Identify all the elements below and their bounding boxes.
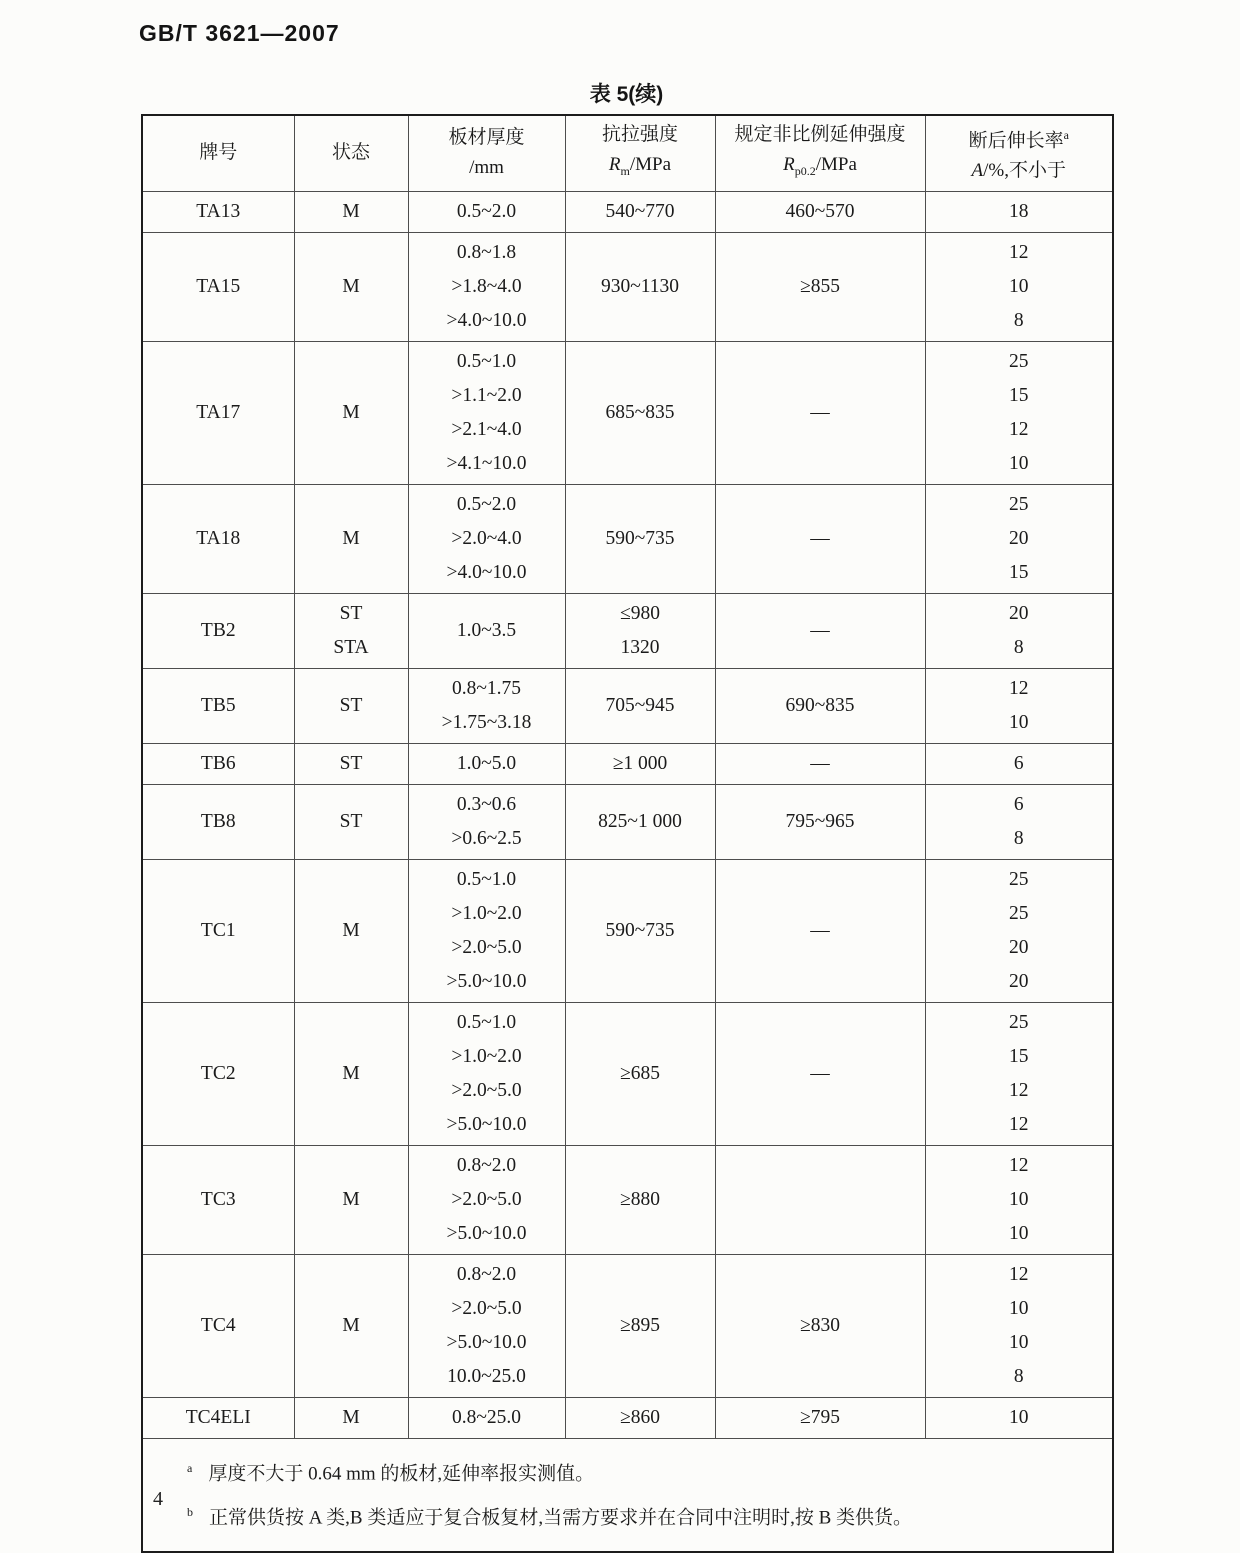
cell-tensile-strength <box>565 668 715 743</box>
cell-line: >1.8~4.0 <box>451 275 522 297</box>
cell-line: M <box>342 200 360 222</box>
cell-line: >4.1~10.0 <box>446 452 527 474</box>
cell-tensile-strength <box>565 1254 715 1397</box>
cell-state <box>294 1254 408 1397</box>
cell-line: TB8 <box>200 810 236 832</box>
cell-line: ≥855 <box>800 275 840 297</box>
cell-tensile-strength <box>565 1145 715 1254</box>
cell-grade <box>142 191 294 232</box>
cell-line: 0.5~1.0 <box>456 350 517 372</box>
table-row <box>142 1397 1113 1438</box>
cell-line: 10 <box>1009 1222 1029 1244</box>
cell-line: 460~570 <box>785 200 855 222</box>
footnote-marker-b: b <box>187 1504 193 1519</box>
footnote-a <box>187 1449 1092 1493</box>
table-row <box>142 341 1113 484</box>
footnote-row <box>142 1438 1113 1552</box>
cell-line: 0.8~25.0 <box>451 1406 522 1428</box>
cell-line: >4.0~10.0 <box>446 309 527 331</box>
cell-line: >1.0~2.0 <box>451 902 522 924</box>
cell-line: M <box>342 401 360 423</box>
header-label: 断后伸长率 <box>968 130 1064 152</box>
cell-line: 8 <box>1013 1365 1024 1387</box>
cell-line: TB5 <box>200 694 236 716</box>
cell-grade <box>142 859 294 1002</box>
cell-grade <box>142 1145 294 1254</box>
table-row <box>142 484 1113 593</box>
col-header-state <box>294 115 408 191</box>
cell-line: 20 <box>1009 602 1029 624</box>
cell-line: ≥895 <box>620 1314 660 1336</box>
cell-state <box>294 232 408 341</box>
cell-state <box>294 593 408 668</box>
cell-line: TA17 <box>196 401 241 423</box>
cell-line: >5.0~10.0 <box>446 1331 527 1353</box>
cell-elongation <box>925 743 1113 784</box>
page-number: 4 <box>153 1488 163 1510</box>
cell-thickness <box>408 191 565 232</box>
cell-tensile-strength <box>565 191 715 232</box>
cell-line: TC1 <box>200 919 236 941</box>
cell-line: >2.1~4.0 <box>451 418 522 440</box>
cell-thickness <box>408 1002 565 1145</box>
cell-line: 0.5~1.0 <box>456 1011 517 1033</box>
table-title: 表 5(续) <box>589 83 664 106</box>
cell-proof-strength <box>715 743 925 784</box>
cell-state <box>294 341 408 484</box>
cell-tensile-strength <box>565 1002 715 1145</box>
cell-line: 1.0~3.5 <box>456 619 517 641</box>
cell-state <box>294 1145 408 1254</box>
cell-line: M <box>342 1188 360 1210</box>
cell-line: STA <box>333 636 369 658</box>
cell-elongation <box>925 1397 1113 1438</box>
cell-line: >5.0~10.0 <box>446 1113 527 1135</box>
cell-line: 0.5~2.0 <box>456 493 517 515</box>
cell-line: 0.5~1.0 <box>456 868 517 890</box>
cell-line: M <box>342 1062 360 1084</box>
cell-line: >5.0~10.0 <box>446 970 527 992</box>
table-row <box>142 1002 1113 1145</box>
cell-line: TC4ELI <box>185 1406 251 1428</box>
cell-grade <box>142 743 294 784</box>
cell-line: 795~965 <box>785 810 855 832</box>
cell-line: 10 <box>1009 1406 1029 1428</box>
table-row <box>142 1145 1113 1254</box>
cell-line: 25 <box>1009 493 1029 515</box>
cell-line: ≥795 <box>800 1406 840 1428</box>
table-footnotes <box>142 1438 1113 1552</box>
cell-line: 10 <box>1009 452 1029 474</box>
cell-line: 25 <box>1009 868 1029 890</box>
cell-line: >1.0~2.0 <box>451 1045 522 1067</box>
footnote-ref-a: a <box>1063 128 1069 143</box>
cell-line: M <box>342 275 360 297</box>
cell-elongation <box>925 1145 1113 1254</box>
cell-grade <box>142 232 294 341</box>
cell-proof-strength <box>715 859 925 1002</box>
cell-tensile-strength <box>565 784 715 859</box>
cell-line: 12 <box>1009 1263 1029 1285</box>
cell-line: 20 <box>1009 527 1029 549</box>
header-label-with-note <box>926 120 1113 156</box>
footnote-text: 正常供货按 A 类,B 类适应于复合板复材,当需方要求并在合同中注明时,按 B 类供货。 <box>209 1507 913 1529</box>
header-label: 状态 <box>331 142 370 164</box>
cell-line: 1320 <box>620 636 660 658</box>
header-symbol-unit <box>716 150 925 186</box>
cell-line: M <box>342 527 360 549</box>
cell-line: M <box>342 1406 360 1428</box>
cell-line: 0.5~2.0 <box>456 200 517 222</box>
cell-line: TC2 <box>200 1062 236 1084</box>
cell-line: M <box>342 1314 360 1336</box>
cell-line: ≥880 <box>620 1188 660 1210</box>
cell-thickness <box>408 232 565 341</box>
cell-thickness <box>408 859 565 1002</box>
cell-grade <box>142 1397 294 1438</box>
symbol-subscript: m <box>620 164 630 179</box>
cell-line: 590~735 <box>605 919 675 941</box>
cell-thickness <box>408 593 565 668</box>
cell-line: 0.8~2.0 <box>456 1154 517 1176</box>
cell-thickness <box>408 743 565 784</box>
header-label: 板材厚度 <box>448 127 525 149</box>
col-header-proof-strength <box>715 115 925 191</box>
header-row <box>142 115 1113 191</box>
header-symbol-unit <box>926 156 1113 186</box>
cell-state <box>294 1002 408 1145</box>
cell-line: 0.8~1.75 <box>451 677 522 699</box>
cell-line: 10 <box>1009 711 1029 733</box>
header-label: 牌号 <box>199 142 238 164</box>
cell-proof-strength <box>715 1002 925 1145</box>
table-row <box>142 859 1113 1002</box>
cell-elongation <box>925 191 1113 232</box>
cell-line: TA15 <box>196 275 241 297</box>
cell-grade <box>142 484 294 593</box>
cell-line: — <box>810 619 830 641</box>
table-body <box>142 191 1113 1438</box>
cell-grade <box>142 1254 294 1397</box>
cell-proof-strength <box>715 1254 925 1397</box>
cell-line: 705~945 <box>605 694 675 716</box>
cell-line: — <box>810 401 830 423</box>
unit: /MPa <box>629 154 672 176</box>
cell-state <box>294 743 408 784</box>
cell-proof-strength <box>715 1145 925 1254</box>
cell-line: 10 <box>1009 1331 1029 1353</box>
table-row <box>142 784 1113 859</box>
cell-state <box>294 191 408 232</box>
cell-line: 10 <box>1009 1188 1029 1210</box>
cell-thickness <box>408 484 565 593</box>
cell-tensile-strength <box>565 1397 715 1438</box>
cell-elongation <box>925 341 1113 484</box>
cell-line: 12 <box>1009 677 1029 699</box>
cell-line: 15 <box>1009 1045 1029 1067</box>
cell-line: 8 <box>1013 309 1024 331</box>
table-row <box>142 593 1113 668</box>
cell-line: 8 <box>1013 636 1024 658</box>
cell-grade <box>142 668 294 743</box>
cell-line: 0.8~1.8 <box>456 241 517 263</box>
cell-line: >4.0~10.0 <box>446 561 527 583</box>
cell-elongation <box>925 668 1113 743</box>
cell-line: TC4 <box>200 1314 236 1336</box>
cell-grade <box>142 1002 294 1145</box>
cell-elongation <box>925 1254 1113 1397</box>
cell-line: 12 <box>1009 1113 1029 1135</box>
cell-line: 540~770 <box>605 200 675 222</box>
cell-line: 10 <box>1009 275 1029 297</box>
cell-thickness <box>408 784 565 859</box>
col-header-grade <box>142 115 294 191</box>
cell-line: ≥830 <box>800 1314 840 1336</box>
cell-line: ST <box>339 602 363 624</box>
cell-line: 12 <box>1009 1079 1029 1101</box>
header-label: 规定非比例延伸强度 <box>734 124 906 146</box>
col-header-tensile-strength <box>565 115 715 191</box>
cell-line: >1.1~2.0 <box>451 384 522 406</box>
cell-thickness <box>408 668 565 743</box>
cell-line: 20 <box>1009 970 1029 992</box>
cell-tensile-strength <box>565 341 715 484</box>
footnote-b <box>187 1493 1092 1537</box>
cell-line: TB6 <box>200 752 236 774</box>
cell-line: >0.6~2.5 <box>451 827 522 849</box>
cell-line: ST <box>339 752 363 774</box>
cell-line: 8 <box>1013 827 1024 849</box>
cell-proof-strength <box>715 1397 925 1438</box>
cell-line: 6 <box>1013 793 1024 815</box>
symbol: A <box>971 160 984 182</box>
cell-tensile-strength <box>565 232 715 341</box>
cell-state <box>294 859 408 1002</box>
cell-proof-strength <box>715 484 925 593</box>
cell-thickness <box>408 1397 565 1438</box>
cell-line: >2.0~5.0 <box>451 1297 522 1319</box>
cell-elongation <box>925 784 1113 859</box>
cell-line: 15 <box>1009 384 1029 406</box>
cell-elongation <box>925 484 1113 593</box>
cell-line: ST <box>339 810 363 832</box>
cell-grade <box>142 784 294 859</box>
cell-line: TB2 <box>200 619 236 641</box>
cell-elongation <box>925 232 1113 341</box>
cell-state <box>294 784 408 859</box>
cell-line: ≥860 <box>620 1406 660 1428</box>
cell-grade <box>142 341 294 484</box>
cell-line: 12 <box>1009 418 1029 440</box>
cell-line: 25 <box>1009 1011 1029 1033</box>
cell-line: 0.3~0.6 <box>456 793 517 815</box>
cell-line: 12 <box>1009 241 1029 263</box>
cell-line: TA18 <box>196 527 241 549</box>
cell-line: TA13 <box>196 200 241 222</box>
cell-line: >2.0~5.0 <box>451 1188 522 1210</box>
cell-line: >1.75~3.18 <box>441 711 532 733</box>
col-header-thickness <box>408 115 565 191</box>
spec-table <box>141 114 1114 1553</box>
unit: /MPa <box>815 154 857 176</box>
cell-line: 10 <box>1009 1297 1029 1319</box>
cell-line: 20 <box>1009 936 1029 958</box>
cell-thickness <box>408 341 565 484</box>
table-row <box>142 232 1113 341</box>
cell-line: ST <box>339 694 363 716</box>
col-header-elongation <box>925 115 1113 191</box>
table-row <box>142 668 1113 743</box>
cell-tensile-strength <box>565 484 715 593</box>
cell-proof-strength <box>715 341 925 484</box>
cell-line: 25 <box>1009 902 1029 924</box>
cell-line: ≤980 <box>620 602 660 624</box>
cell-line: ≥685 <box>620 1062 660 1084</box>
doc-code: GB/T 3621—2007 <box>139 20 340 46</box>
cell-proof-strength <box>715 232 925 341</box>
cell-grade <box>142 593 294 668</box>
cell-line: 15 <box>1009 561 1029 583</box>
cell-line: TC3 <box>200 1188 236 1210</box>
cell-line: 18 <box>1009 200 1029 222</box>
cell-line: 590~735 <box>605 527 675 549</box>
cell-line: 685~835 <box>605 401 675 423</box>
cell-proof-strength <box>715 784 925 859</box>
cell-line: 6 <box>1013 752 1024 774</box>
cell-tensile-strength <box>565 593 715 668</box>
unit: /%,不小于 <box>983 160 1066 182</box>
table-row <box>142 743 1113 784</box>
cell-line: 1.0~5.0 <box>456 752 517 774</box>
header-symbol-unit <box>566 150 715 186</box>
footnote-marker-a: a <box>187 1460 193 1475</box>
cell-thickness <box>408 1254 565 1397</box>
cell-state <box>294 484 408 593</box>
cell-line: >2.0~5.0 <box>451 936 522 958</box>
cell-line: M <box>342 919 360 941</box>
table-row <box>142 1254 1113 1397</box>
cell-line: — <box>810 919 830 941</box>
cell-state <box>294 1397 408 1438</box>
symbol-subscript: p0.2 <box>794 164 816 179</box>
cell-line: — <box>810 752 830 774</box>
cell-line: 930~1130 <box>600 275 680 297</box>
cell-state <box>294 668 408 743</box>
cell-line: 0.8~2.0 <box>456 1263 517 1285</box>
footnote-cell <box>142 1438 1113 1552</box>
cell-line: 825~1 000 <box>598 810 682 832</box>
cell-line: ≥1 000 <box>612 752 668 774</box>
symbol: R <box>783 154 795 176</box>
cell-line: >2.0~5.0 <box>451 1079 522 1101</box>
cell-line: — <box>810 1062 830 1084</box>
cell-tensile-strength <box>565 743 715 784</box>
cell-elongation <box>925 859 1113 1002</box>
cell-line: 10.0~25.0 <box>447 1365 526 1387</box>
cell-elongation <box>925 1002 1113 1145</box>
cell-line: >2.0~4.0 <box>451 527 522 549</box>
header-label: 抗拉强度 <box>601 124 678 146</box>
footnote-text: 厚度不大于 0.64 mm 的板材,延伸率报实测值。 <box>208 1462 595 1484</box>
table-header <box>142 115 1113 191</box>
header-unit: /mm <box>469 157 504 179</box>
cell-elongation <box>925 593 1113 668</box>
cell-line: 25 <box>1009 350 1029 372</box>
cell-proof-strength <box>715 668 925 743</box>
cell-line: >5.0~10.0 <box>446 1222 527 1244</box>
cell-line: 12 <box>1009 1154 1029 1176</box>
cell-proof-strength <box>715 191 925 232</box>
cell-proof-strength <box>715 593 925 668</box>
symbol: R <box>608 154 621 176</box>
cell-tensile-strength <box>565 859 715 1002</box>
cell-line: — <box>810 527 830 549</box>
table-row <box>142 191 1113 232</box>
cell-thickness <box>408 1145 565 1254</box>
cell-line: 690~835 <box>785 694 855 716</box>
